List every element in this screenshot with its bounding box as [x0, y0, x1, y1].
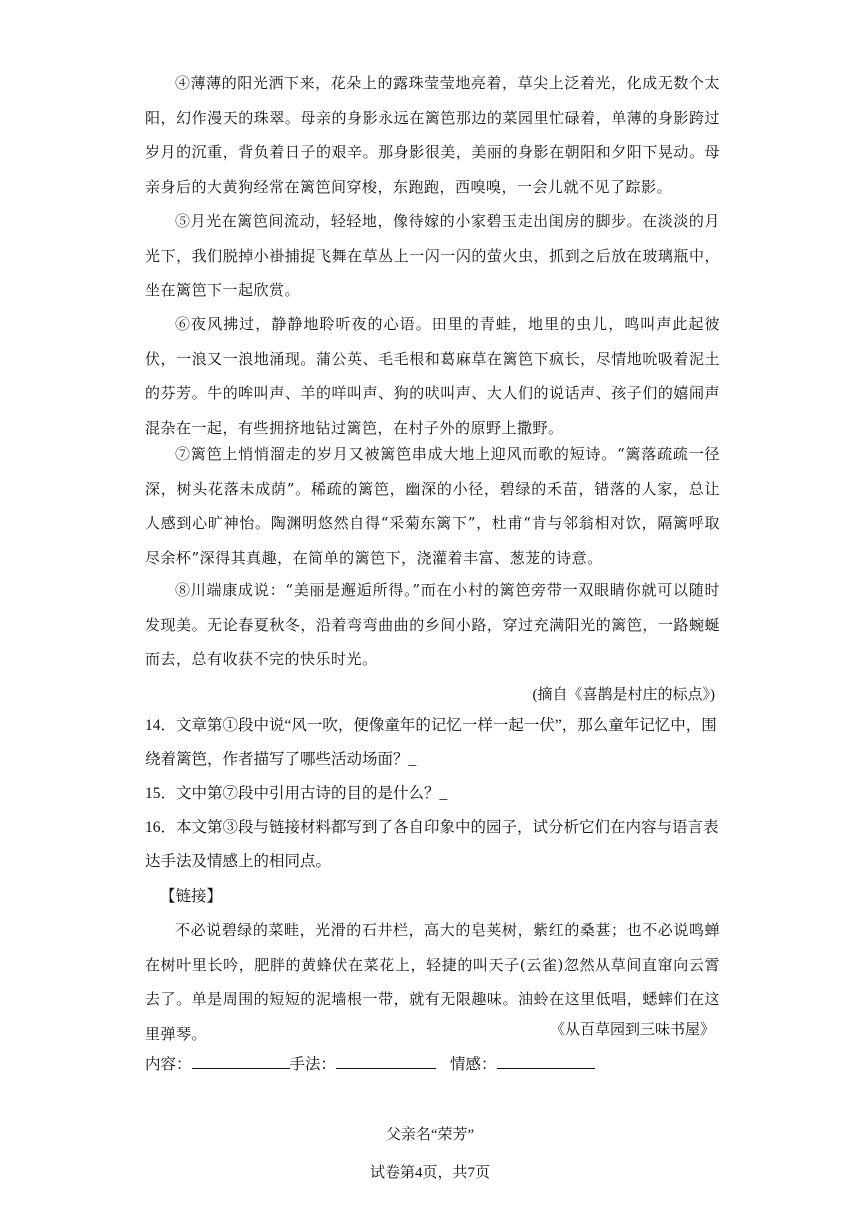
- emotion-label: 情感：: [450, 1056, 497, 1073]
- paragraph-7: ⑦篱笆上悄悄溜走的岁月又被篱笆串成大地上迎风而歌的短诗。“篱落疏疏一径深，树头花落未成荫”。稀疏的篱笆，幽深的小径，碧绿的禾苗，错落的人家，总让人感到心旷神怡。陶渊明悠然自得“采菊东篱下”，杜甫“肯与邻翁相对饮，隔篱呼取尽余杯”深得其真趣，在简单的篱笆下，浇灌着丰富、葱茏的诗意。: [145, 445, 720, 567]
- paragraph-5: ⑤月光在篱笆间流动，轻轻地，像待嫁的小家碧玉走出闺房的脚步。在淡淡的月光下，我们脱掉小褂捕捉飞舞在草丛上一闪一闪的萤火虫，抓到之后放在玻璃瓶中，坐在篱笆下一起欣赏。: [145, 212, 720, 299]
- answer-fill-row: [145, 1052, 595, 1074]
- link-text: 不必说碧绿的菜畦，光滑的石井栏，高大的皂荚树，紫红的桑葚；也不必说鸣蝉在树叶里长吟，肥胖的黄蜂伏在菜花上，轻捷的叫天子(云雀)忽然从草间直窜向云霄去了。单是周围的短短的泥墙根一带，就有无限趣味。油蛉在这里低唱，蟋蟀们在这里弹琴。: [145, 921, 720, 1043]
- content-blank[interactable]: [192, 1054, 290, 1069]
- link-source: 《从百草园到三味书屋》: [549, 1022, 715, 1038]
- paragraph-4: ④薄薄的阳光洒下来，花朵上的露珠莹莹地亮着，草尖上泛着光，化成无数个太阳，幻作漫天的珠翠。母亲的身影永远在篱笆那边的菜园里忙碌着，单薄的身影跨过岁月的沉重，背负着日子的艰辛。那身影很美，美丽的身影在朝阳和夕阳下晃动。母亲身后的大黄狗经常在篱笆间穿梭，东跑跑，西嗅嗅，一会儿就不见了踪影。: [145, 74, 720, 196]
- question-15: 15．文中第⑦段中引用古诗的目的是什么？_: [145, 785, 448, 802]
- next-passage-title: 父亲名“荣芳”: [385, 1127, 475, 1143]
- page-footer: 试卷第4页，共7页: [369, 1165, 490, 1181]
- link-heading: 【链接】: [160, 888, 223, 905]
- content-label: 内容：: [145, 1056, 192, 1073]
- method-blank[interactable]: [336, 1054, 436, 1069]
- method-label: 手法：: [289, 1056, 337, 1073]
- paragraph-8: ⑧川端康成说：“美丽是邂逅所得。”而在小村的篱笆旁带一双眼睛你就可以随时发现美。无论春夏秋冬，沿着弯弯曲曲的乡间小路，穿过充满阳光的篱笆，一路蜿蜒而去，总有收获不完的快乐时光。: [145, 581, 720, 668]
- paragraph-6: ⑥夜风拂过，静静地聆听夜的心语。田里的青蛙，地里的虫儿，鸣叫声此起彼伏，一浪又一浪地涌现。蒲公英、毛毛根和葛麻草在篱笆下疯长，尽情地吮吸着泥土的芬芳。牛的哞叫声、羊的咩叫声、狗的吠叫声、大人们的说话声、孩子们的嬉闹声混杂在一起，有些拥挤地钻过篱笆，在村子外的原野上撒野。: [145, 315, 720, 437]
- question-16: 16．本文第③段与链接材料都写到了各自印象中的园子，试分析它们在内容与语言表达手法及情感上的相同点。: [145, 819, 719, 870]
- emotion-blank[interactable]: [497, 1054, 595, 1069]
- question-14: 14．文章第①段中说“风一吹，便像童年的记忆一样一起一伏”，那么童年记忆中，围绕着篱笆，作者描写了哪些活动场面？_: [145, 717, 717, 768]
- source-citation: (摘自《喜鹊是村庄的标点》): [532, 687, 715, 703]
